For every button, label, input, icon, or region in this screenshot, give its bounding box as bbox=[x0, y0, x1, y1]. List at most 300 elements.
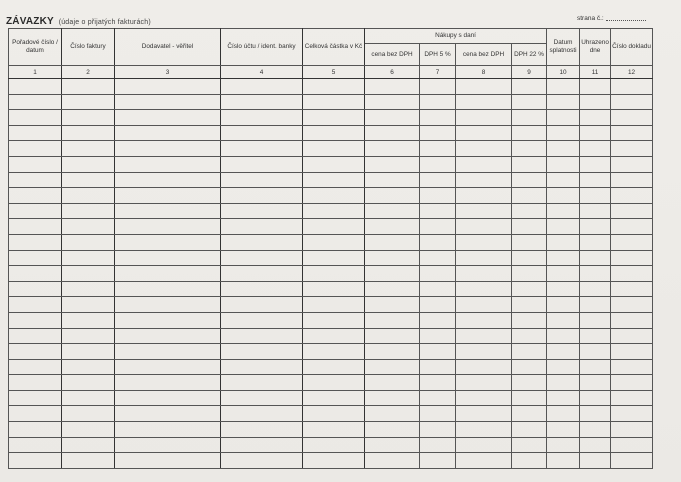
table-cell[interactable] bbox=[221, 203, 303, 219]
table-cell[interactable] bbox=[456, 328, 512, 344]
table-cell[interactable] bbox=[365, 453, 420, 469]
table-cell[interactable] bbox=[580, 188, 611, 204]
table-cell[interactable] bbox=[365, 406, 420, 422]
table-cell[interactable] bbox=[9, 172, 62, 188]
table-cell[interactable] bbox=[303, 266, 365, 282]
table-cell[interactable] bbox=[547, 172, 580, 188]
table-cell[interactable] bbox=[547, 406, 580, 422]
table-cell[interactable] bbox=[303, 125, 365, 141]
table-cell[interactable] bbox=[365, 437, 420, 453]
table-cell[interactable] bbox=[115, 297, 221, 313]
table-cell[interactable] bbox=[420, 422, 456, 438]
table-cell[interactable] bbox=[9, 250, 62, 266]
table-cell[interactable] bbox=[611, 203, 653, 219]
table-cell[interactable] bbox=[221, 234, 303, 250]
table-cell[interactable] bbox=[365, 125, 420, 141]
table-cell[interactable] bbox=[580, 390, 611, 406]
table-cell[interactable] bbox=[115, 250, 221, 266]
table-cell[interactable] bbox=[303, 453, 365, 469]
table-cell[interactable] bbox=[303, 375, 365, 391]
table-cell[interactable] bbox=[420, 156, 456, 172]
table-cell[interactable] bbox=[365, 219, 420, 235]
table-cell[interactable] bbox=[9, 79, 62, 95]
table-cell[interactable] bbox=[420, 406, 456, 422]
table-cell[interactable] bbox=[512, 344, 547, 360]
table-cell[interactable] bbox=[456, 422, 512, 438]
table-cell[interactable] bbox=[512, 125, 547, 141]
table-cell[interactable] bbox=[611, 156, 653, 172]
table-cell[interactable] bbox=[611, 234, 653, 250]
table-cell[interactable] bbox=[580, 312, 611, 328]
table-cell[interactable] bbox=[9, 110, 62, 126]
table-cell[interactable] bbox=[365, 188, 420, 204]
table-cell[interactable] bbox=[365, 172, 420, 188]
table-cell[interactable] bbox=[365, 312, 420, 328]
table-cell[interactable] bbox=[62, 390, 115, 406]
table-cell[interactable] bbox=[62, 188, 115, 204]
table-cell[interactable] bbox=[303, 234, 365, 250]
table-cell[interactable] bbox=[547, 250, 580, 266]
table-cell[interactable] bbox=[221, 390, 303, 406]
table-cell[interactable] bbox=[547, 281, 580, 297]
table-cell[interactable] bbox=[580, 359, 611, 375]
table-cell[interactable] bbox=[115, 453, 221, 469]
table-cell[interactable] bbox=[365, 328, 420, 344]
table-cell[interactable] bbox=[420, 203, 456, 219]
table-cell[interactable] bbox=[580, 250, 611, 266]
table-cell[interactable] bbox=[580, 172, 611, 188]
table-cell[interactable] bbox=[512, 453, 547, 469]
table-cell[interactable] bbox=[547, 110, 580, 126]
table-cell[interactable] bbox=[547, 188, 580, 204]
table-cell[interactable] bbox=[9, 156, 62, 172]
table-cell[interactable] bbox=[547, 312, 580, 328]
table-cell[interactable] bbox=[512, 156, 547, 172]
table-cell[interactable] bbox=[221, 125, 303, 141]
table-cell[interactable] bbox=[365, 234, 420, 250]
table-cell[interactable] bbox=[303, 328, 365, 344]
table-cell[interactable] bbox=[115, 266, 221, 282]
table-cell[interactable] bbox=[303, 359, 365, 375]
table-cell[interactable] bbox=[512, 422, 547, 438]
table-cell[interactable] bbox=[303, 344, 365, 360]
table-cell[interactable] bbox=[512, 234, 547, 250]
table-cell[interactable] bbox=[456, 453, 512, 469]
table-cell[interactable] bbox=[420, 453, 456, 469]
table-cell[interactable] bbox=[611, 406, 653, 422]
table-cell[interactable] bbox=[456, 141, 512, 157]
table-cell[interactable] bbox=[62, 297, 115, 313]
table-cell[interactable] bbox=[580, 94, 611, 110]
table-cell[interactable] bbox=[512, 266, 547, 282]
table-cell[interactable] bbox=[456, 79, 512, 95]
table-cell[interactable] bbox=[512, 297, 547, 313]
table-cell[interactable] bbox=[115, 328, 221, 344]
table-cell[interactable] bbox=[9, 281, 62, 297]
table-cell[interactable] bbox=[9, 125, 62, 141]
table-cell[interactable] bbox=[512, 281, 547, 297]
table-cell[interactable] bbox=[420, 297, 456, 313]
table-cell[interactable] bbox=[420, 125, 456, 141]
table-cell[interactable] bbox=[9, 390, 62, 406]
table-cell[interactable] bbox=[62, 156, 115, 172]
table-cell[interactable] bbox=[62, 266, 115, 282]
table-cell[interactable] bbox=[547, 390, 580, 406]
table-cell[interactable] bbox=[365, 266, 420, 282]
table-cell[interactable] bbox=[115, 125, 221, 141]
table-cell[interactable] bbox=[221, 141, 303, 157]
table-cell[interactable] bbox=[512, 203, 547, 219]
table-cell[interactable] bbox=[512, 359, 547, 375]
table-cell[interactable] bbox=[611, 297, 653, 313]
table-cell[interactable] bbox=[512, 219, 547, 235]
table-cell[interactable] bbox=[580, 406, 611, 422]
table-cell[interactable] bbox=[420, 188, 456, 204]
table-cell[interactable] bbox=[115, 94, 221, 110]
table-cell[interactable] bbox=[303, 94, 365, 110]
table-cell[interactable] bbox=[115, 422, 221, 438]
table-cell[interactable] bbox=[62, 359, 115, 375]
table-cell[interactable] bbox=[512, 375, 547, 391]
table-cell[interactable] bbox=[611, 172, 653, 188]
table-cell[interactable] bbox=[456, 344, 512, 360]
table-cell[interactable] bbox=[221, 250, 303, 266]
table-cell[interactable] bbox=[221, 422, 303, 438]
table-cell[interactable] bbox=[580, 422, 611, 438]
table-cell[interactable] bbox=[547, 344, 580, 360]
table-cell[interactable] bbox=[9, 406, 62, 422]
table-cell[interactable] bbox=[221, 328, 303, 344]
table-cell[interactable] bbox=[580, 281, 611, 297]
table-cell[interactable] bbox=[365, 390, 420, 406]
table-cell[interactable] bbox=[547, 156, 580, 172]
table-cell[interactable] bbox=[115, 234, 221, 250]
table-cell[interactable] bbox=[62, 141, 115, 157]
table-cell[interactable] bbox=[9, 219, 62, 235]
table-cell[interactable] bbox=[303, 79, 365, 95]
table-cell[interactable] bbox=[580, 375, 611, 391]
table-cell[interactable] bbox=[512, 250, 547, 266]
table-cell[interactable] bbox=[303, 312, 365, 328]
table-cell[interactable] bbox=[456, 156, 512, 172]
table-cell[interactable] bbox=[456, 250, 512, 266]
table-cell[interactable] bbox=[456, 437, 512, 453]
table-cell[interactable] bbox=[303, 281, 365, 297]
table-cell[interactable] bbox=[62, 234, 115, 250]
table-cell[interactable] bbox=[611, 375, 653, 391]
table-cell[interactable] bbox=[420, 94, 456, 110]
table-cell[interactable] bbox=[365, 297, 420, 313]
table-cell[interactable] bbox=[580, 297, 611, 313]
table-cell[interactable] bbox=[580, 219, 611, 235]
table-cell[interactable] bbox=[221, 172, 303, 188]
table-cell[interactable] bbox=[221, 406, 303, 422]
table-cell[interactable] bbox=[62, 344, 115, 360]
table-cell[interactable] bbox=[456, 266, 512, 282]
table-cell[interactable] bbox=[456, 375, 512, 391]
table-cell[interactable] bbox=[611, 219, 653, 235]
table-cell[interactable] bbox=[62, 312, 115, 328]
table-cell[interactable] bbox=[547, 453, 580, 469]
table-cell[interactable] bbox=[456, 172, 512, 188]
table-cell[interactable] bbox=[611, 390, 653, 406]
table-cell[interactable] bbox=[547, 297, 580, 313]
table-cell[interactable] bbox=[420, 250, 456, 266]
table-cell[interactable] bbox=[611, 422, 653, 438]
table-cell[interactable] bbox=[611, 125, 653, 141]
table-cell[interactable] bbox=[456, 312, 512, 328]
table-cell[interactable] bbox=[62, 79, 115, 95]
table-cell[interactable] bbox=[420, 344, 456, 360]
table-cell[interactable] bbox=[303, 250, 365, 266]
table-cell[interactable] bbox=[365, 141, 420, 157]
table-cell[interactable] bbox=[9, 266, 62, 282]
table-cell[interactable] bbox=[303, 203, 365, 219]
table-cell[interactable] bbox=[62, 94, 115, 110]
table-cell[interactable] bbox=[115, 156, 221, 172]
table-cell[interactable] bbox=[580, 125, 611, 141]
table-cell[interactable] bbox=[456, 219, 512, 235]
table-cell[interactable] bbox=[221, 266, 303, 282]
table-cell[interactable] bbox=[115, 375, 221, 391]
table-cell[interactable] bbox=[547, 328, 580, 344]
table-cell[interactable] bbox=[9, 203, 62, 219]
table-cell[interactable] bbox=[9, 453, 62, 469]
table-cell[interactable] bbox=[580, 266, 611, 282]
table-cell[interactable] bbox=[512, 406, 547, 422]
table-cell[interactable] bbox=[365, 375, 420, 391]
table-cell[interactable] bbox=[580, 141, 611, 157]
table-cell[interactable] bbox=[580, 156, 611, 172]
table-cell[interactable] bbox=[547, 234, 580, 250]
table-cell[interactable] bbox=[115, 281, 221, 297]
table-cell[interactable] bbox=[62, 203, 115, 219]
table-cell[interactable] bbox=[420, 234, 456, 250]
table-cell[interactable] bbox=[580, 203, 611, 219]
table-cell[interactable] bbox=[456, 281, 512, 297]
table-cell[interactable] bbox=[547, 219, 580, 235]
table-cell[interactable] bbox=[62, 453, 115, 469]
table-cell[interactable] bbox=[365, 250, 420, 266]
table-cell[interactable] bbox=[9, 141, 62, 157]
table-cell[interactable] bbox=[62, 172, 115, 188]
table-cell[interactable] bbox=[547, 94, 580, 110]
table-cell[interactable] bbox=[611, 110, 653, 126]
table-cell[interactable] bbox=[611, 94, 653, 110]
table-cell[interactable] bbox=[580, 453, 611, 469]
table-cell[interactable] bbox=[611, 359, 653, 375]
table-cell[interactable] bbox=[9, 375, 62, 391]
table-cell[interactable] bbox=[547, 141, 580, 157]
table-cell[interactable] bbox=[221, 219, 303, 235]
table-cell[interactable] bbox=[611, 250, 653, 266]
table-cell[interactable] bbox=[456, 188, 512, 204]
table-cell[interactable] bbox=[420, 266, 456, 282]
table-cell[interactable] bbox=[9, 328, 62, 344]
table-cell[interactable] bbox=[303, 110, 365, 126]
table-cell[interactable] bbox=[9, 94, 62, 110]
table-cell[interactable] bbox=[456, 94, 512, 110]
table-cell[interactable] bbox=[420, 437, 456, 453]
table-cell[interactable] bbox=[62, 406, 115, 422]
table-cell[interactable] bbox=[9, 422, 62, 438]
table-cell[interactable] bbox=[62, 125, 115, 141]
table-cell[interactable] bbox=[303, 422, 365, 438]
table-cell[interactable] bbox=[611, 453, 653, 469]
table-cell[interactable] bbox=[611, 344, 653, 360]
table-cell[interactable] bbox=[611, 328, 653, 344]
table-cell[interactable] bbox=[456, 234, 512, 250]
table-cell[interactable] bbox=[303, 390, 365, 406]
table-cell[interactable] bbox=[115, 79, 221, 95]
table-cell[interactable] bbox=[115, 406, 221, 422]
table-cell[interactable] bbox=[611, 281, 653, 297]
table-cell[interactable] bbox=[9, 234, 62, 250]
table-cell[interactable] bbox=[115, 219, 221, 235]
table-cell[interactable] bbox=[115, 110, 221, 126]
table-cell[interactable] bbox=[365, 156, 420, 172]
table-cell[interactable] bbox=[62, 328, 115, 344]
table-cell[interactable] bbox=[9, 359, 62, 375]
table-cell[interactable] bbox=[115, 344, 221, 360]
table-cell[interactable] bbox=[580, 437, 611, 453]
table-cell[interactable] bbox=[303, 172, 365, 188]
table-cell[interactable] bbox=[512, 172, 547, 188]
table-cell[interactable] bbox=[611, 312, 653, 328]
table-cell[interactable] bbox=[365, 79, 420, 95]
table-cell[interactable] bbox=[221, 375, 303, 391]
table-cell[interactable] bbox=[611, 79, 653, 95]
table-cell[interactable] bbox=[456, 297, 512, 313]
table-cell[interactable] bbox=[580, 328, 611, 344]
table-cell[interactable] bbox=[456, 203, 512, 219]
table-cell[interactable] bbox=[303, 156, 365, 172]
table-cell[interactable] bbox=[365, 344, 420, 360]
table-cell[interactable] bbox=[420, 281, 456, 297]
table-cell[interactable] bbox=[115, 188, 221, 204]
table-cell[interactable] bbox=[115, 437, 221, 453]
table-cell[interactable] bbox=[115, 203, 221, 219]
table-cell[interactable] bbox=[420, 141, 456, 157]
table-cell[interactable] bbox=[512, 328, 547, 344]
table-cell[interactable] bbox=[115, 390, 221, 406]
table-cell[interactable] bbox=[547, 125, 580, 141]
table-cell[interactable] bbox=[221, 453, 303, 469]
table-cell[interactable] bbox=[580, 234, 611, 250]
table-cell[interactable] bbox=[303, 297, 365, 313]
table-cell[interactable] bbox=[512, 312, 547, 328]
table-cell[interactable] bbox=[221, 344, 303, 360]
table-cell[interactable] bbox=[221, 156, 303, 172]
table-cell[interactable] bbox=[456, 110, 512, 126]
table-cell[interactable] bbox=[420, 110, 456, 126]
table-cell[interactable] bbox=[365, 422, 420, 438]
table-cell[interactable] bbox=[547, 422, 580, 438]
table-cell[interactable] bbox=[62, 250, 115, 266]
table-cell[interactable] bbox=[456, 125, 512, 141]
table-cell[interactable] bbox=[547, 266, 580, 282]
table-cell[interactable] bbox=[221, 281, 303, 297]
table-cell[interactable] bbox=[62, 437, 115, 453]
table-cell[interactable] bbox=[62, 110, 115, 126]
table-cell[interactable] bbox=[420, 328, 456, 344]
table-cell[interactable] bbox=[303, 437, 365, 453]
table-cell[interactable] bbox=[9, 297, 62, 313]
table-cell[interactable] bbox=[115, 141, 221, 157]
table-cell[interactable] bbox=[611, 141, 653, 157]
table-cell[interactable] bbox=[456, 359, 512, 375]
table-cell[interactable] bbox=[580, 110, 611, 126]
table-cell[interactable] bbox=[221, 110, 303, 126]
table-cell[interactable] bbox=[512, 79, 547, 95]
table-cell[interactable] bbox=[221, 312, 303, 328]
table-cell[interactable] bbox=[547, 437, 580, 453]
table-cell[interactable] bbox=[611, 188, 653, 204]
table-cell[interactable] bbox=[580, 344, 611, 360]
table-cell[interactable] bbox=[512, 94, 547, 110]
table-cell[interactable] bbox=[547, 203, 580, 219]
table-cell[interactable] bbox=[115, 312, 221, 328]
table-cell[interactable] bbox=[420, 172, 456, 188]
table-cell[interactable] bbox=[611, 266, 653, 282]
table-cell[interactable] bbox=[62, 219, 115, 235]
table-cell[interactable] bbox=[115, 359, 221, 375]
table-cell[interactable] bbox=[62, 375, 115, 391]
table-cell[interactable] bbox=[9, 312, 62, 328]
table-cell[interactable] bbox=[547, 375, 580, 391]
table-cell[interactable] bbox=[62, 281, 115, 297]
table-cell[interactable] bbox=[547, 79, 580, 95]
table-cell[interactable] bbox=[365, 110, 420, 126]
table-cell[interactable] bbox=[9, 437, 62, 453]
table-cell[interactable] bbox=[512, 390, 547, 406]
table-cell[interactable] bbox=[512, 141, 547, 157]
table-cell[interactable] bbox=[365, 281, 420, 297]
table-cell[interactable] bbox=[221, 359, 303, 375]
table-cell[interactable] bbox=[221, 79, 303, 95]
table-cell[interactable] bbox=[365, 359, 420, 375]
table-cell[interactable] bbox=[512, 188, 547, 204]
table-cell[interactable] bbox=[9, 188, 62, 204]
table-cell[interactable] bbox=[420, 312, 456, 328]
table-cell[interactable] bbox=[420, 79, 456, 95]
table-cell[interactable] bbox=[456, 390, 512, 406]
table-cell[interactable] bbox=[303, 141, 365, 157]
table-cell[interactable] bbox=[456, 406, 512, 422]
page-number-blank[interactable] bbox=[606, 19, 646, 21]
table-cell[interactable] bbox=[420, 359, 456, 375]
table-cell[interactable] bbox=[611, 437, 653, 453]
table-cell[interactable] bbox=[115, 172, 221, 188]
table-cell[interactable] bbox=[9, 344, 62, 360]
table-cell[interactable] bbox=[303, 219, 365, 235]
table-cell[interactable] bbox=[62, 422, 115, 438]
table-cell[interactable] bbox=[365, 203, 420, 219]
table-cell[interactable] bbox=[420, 219, 456, 235]
table-cell[interactable] bbox=[221, 94, 303, 110]
table-cell[interactable] bbox=[580, 79, 611, 95]
table-cell[interactable] bbox=[420, 390, 456, 406]
table-cell[interactable] bbox=[365, 94, 420, 110]
table-cell[interactable] bbox=[221, 297, 303, 313]
table-cell[interactable] bbox=[420, 375, 456, 391]
table-cell[interactable] bbox=[547, 359, 580, 375]
table-cell[interactable] bbox=[303, 406, 365, 422]
table-cell[interactable] bbox=[512, 110, 547, 126]
table-cell[interactable] bbox=[512, 437, 547, 453]
table-cell[interactable] bbox=[303, 188, 365, 204]
table-cell[interactable] bbox=[221, 188, 303, 204]
